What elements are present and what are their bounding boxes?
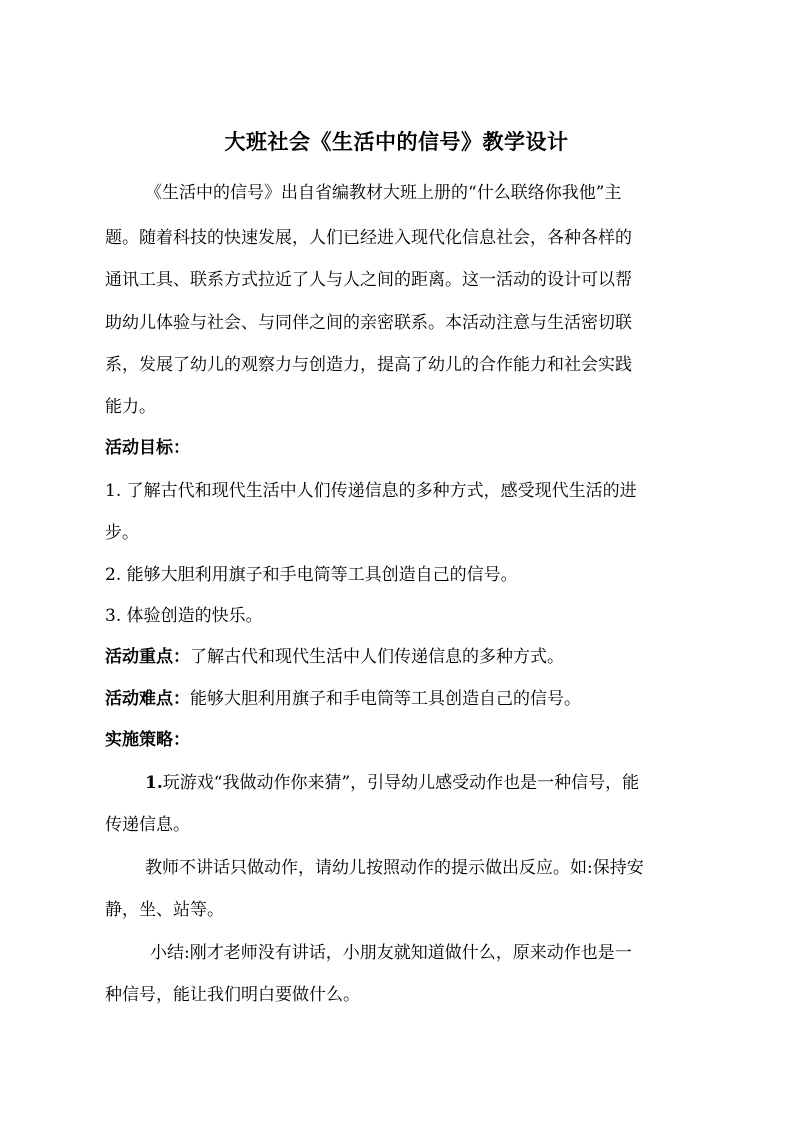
strategy-heading: 实施策略：: [105, 730, 190, 750]
summary-line-1: 小结:刚才老师没有讲话，小朋友就知道做什么，原来动作也是一: [150, 943, 632, 963]
difficulty: [105, 686, 581, 712]
intro-line-1: 《生活中的信号》出自省编教材大班上册的“什么联络你我他”主: [145, 183, 622, 203]
key-point-label: 活动重点：: [105, 647, 190, 667]
strategy-step-1-text: 玩游戏“我做动作你来猜”，引导幼儿感受动作也是一种信号，能: [162, 773, 640, 793]
strategy-step-1-line-1: [145, 770, 639, 796]
intro-line-2: 题。随着科技的快速发展，人们已经进入现代化信息社会，各种各样的: [105, 228, 632, 248]
goal-item-3: 3. 体验创造的快乐。: [105, 606, 263, 626]
key-point-text: 了解古代和现代生活中人们传递信息的多种方式。: [190, 647, 564, 667]
summary-line-2: 种信号，能让我们明白要做什么。: [105, 985, 360, 1005]
page-title: 大班社会《生活中的信号》教学设计: [224, 129, 569, 154]
teacher-line-1: 教师不讲话只做动作，请幼儿按照动作的提示做出反应。如:保持安: [145, 858, 644, 878]
intro-line-6: 能力。: [105, 397, 156, 417]
strategy-step-1-line-2: 传递信息。: [105, 815, 190, 835]
intro-line-5: 系，发展了幼儿的观察力与创造力，提高了幼儿的合作能力和社会实践: [105, 355, 632, 375]
strategy-step-1-number: 1.: [145, 773, 163, 793]
difficulty-text: 能够大胆利用旗子和手电筒等工具创造自己的信号。: [190, 689, 581, 709]
intro-line-3: 通讯工具、联系方式拉近了人与人之间的距离。这一活动的设计可以帮: [105, 270, 632, 290]
goal-item-1-line-2: 步。: [105, 523, 139, 543]
goal-item-2: 2. 能够大胆利用旗子和手电筒等工具创造自己的信号。: [105, 565, 518, 585]
difficulty-label: 活动难点：: [105, 689, 190, 709]
goals-heading: 活动目标：: [105, 438, 190, 458]
key-point: [105, 644, 564, 670]
teacher-line-2: 静，坐、站等。: [105, 900, 224, 920]
goal-item-1-line-1: 1. 了解古代和现代生活中人们传递信息的多种方式，感受现代生活的进: [105, 481, 637, 501]
intro-line-4: 助幼儿体验与社会、与同伴之间的亲密联系。本活动注意与生活密切联: [105, 313, 632, 333]
